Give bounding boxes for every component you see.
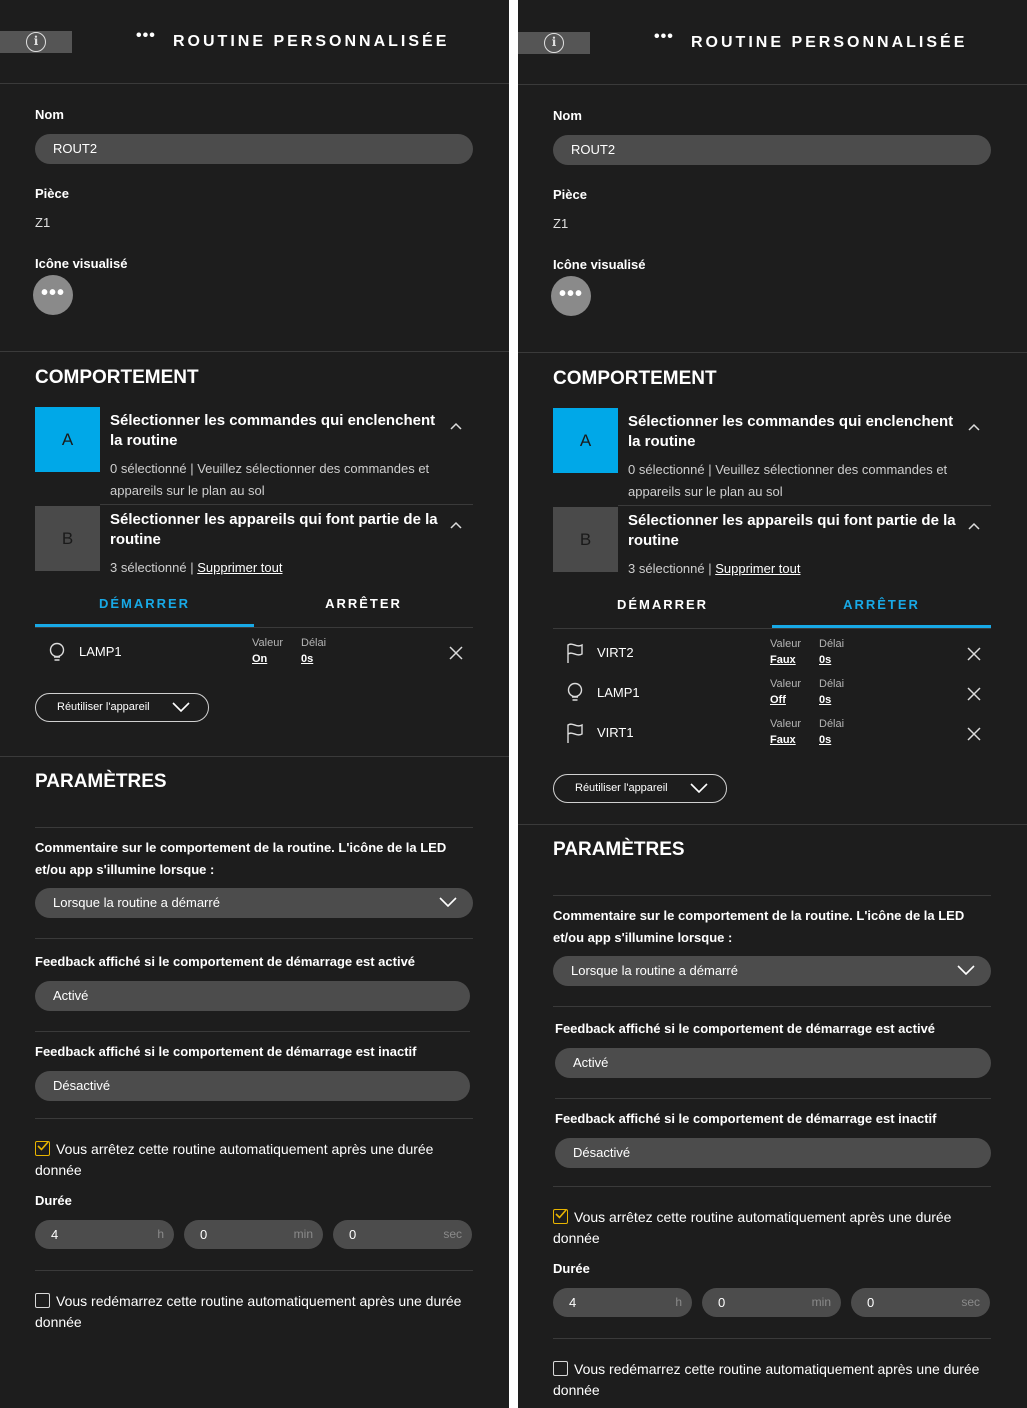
bulb-icon — [47, 642, 67, 664]
step-a-tile: A — [553, 408, 618, 473]
info-button[interactable] — [518, 32, 590, 54]
delete-all-link[interactable]: Supprimer tout — [715, 561, 801, 576]
device-value[interactable]: Faux — [770, 734, 796, 746]
divider — [553, 1338, 991, 1339]
params-title: PARAMÈTRES — [553, 839, 685, 860]
device-value[interactable]: Off — [770, 694, 786, 706]
step-a-desc: 0 sélectionné | Veuillez sélectionner des commandes et appareils sur le plan au sol — [628, 462, 948, 499]
led-trigger-select[interactable]: Lorsque la routine a démarré — [553, 956, 991, 986]
value-label: Valeur — [252, 637, 283, 649]
close-icon[interactable] — [966, 646, 982, 662]
divider — [35, 938, 473, 939]
divider — [553, 1006, 991, 1007]
step-b-tile: B — [35, 506, 100, 571]
page-title: ROUTINE PERSONNALISÉE — [173, 33, 450, 50]
chevron-down-icon — [439, 897, 457, 907]
step-a-desc: 0 sélectionné | Veuillez sélectionner des commandes et appareils sur le plan au sol — [110, 461, 430, 498]
feedback-inactive-label: Feedback affiché si le comportement de démarrage est inactif — [35, 1044, 417, 1059]
delay-label: Délai — [819, 718, 845, 730]
delete-all-link[interactable]: Supprimer tout — [197, 560, 283, 575]
divider — [35, 1031, 470, 1032]
chevron-down-icon — [690, 783, 708, 793]
feedback-active-field[interactable]: Activé — [35, 981, 470, 1011]
value-label: Valeur — [770, 678, 801, 690]
more-icon[interactable]: ••• — [136, 27, 156, 44]
duration-minutes-input[interactable]: 0 min — [184, 1220, 323, 1249]
divider — [553, 895, 991, 896]
chevron-up-icon[interactable] — [449, 519, 463, 533]
chevron-down-icon — [172, 702, 190, 712]
value-label: Valeur — [770, 638, 801, 650]
reuse-device-button[interactable]: Réutiliser l'appareil — [35, 693, 209, 722]
feedback-active-field[interactable]: Activé — [555, 1048, 991, 1078]
duration-label: Durée — [35, 1193, 72, 1208]
page-title: ROUTINE PERSONNALISÉE — [691, 34, 968, 51]
tab-start[interactable]: DÉMARRER — [35, 593, 254, 627]
comment-label: Commentaire sur le comportement de la routine. L'icône de la LED et/ou app s'illumine lorsque : — [35, 840, 447, 877]
auto-stop-row[interactable]: Vous arrêtez cette routine automatiquement après une durée donnée — [35, 1141, 434, 1178]
divider — [35, 827, 473, 828]
device-delay[interactable]: 0s — [819, 654, 832, 666]
step-b-desc: 3 sélectionné | Supprimer tout — [110, 560, 283, 575]
feedback-inactive-field[interactable]: Désactivé — [35, 1071, 470, 1101]
step-b-title[interactable]: Sélectionner les appareils qui font partie de la routine — [628, 512, 956, 549]
device-name: LAMP1 — [79, 644, 122, 659]
led-trigger-select[interactable]: Lorsque la routine a démarré — [35, 888, 473, 918]
close-icon[interactable] — [966, 726, 982, 742]
icon-label: Icône visualisé — [35, 256, 128, 271]
device-value[interactable]: On — [252, 653, 268, 665]
step-a-tile: A — [35, 407, 100, 472]
chevron-up-icon[interactable] — [967, 421, 981, 435]
feedback-active-label: Feedback affiché si le comportement de démarrage est activé — [35, 954, 416, 969]
duration-seconds-input[interactable]: 0 sec — [851, 1288, 990, 1317]
name-field[interactable]: ROUT2 — [553, 135, 991, 165]
divider — [0, 351, 509, 352]
chevron-up-icon[interactable] — [967, 520, 981, 534]
close-icon[interactable] — [448, 645, 464, 661]
duration-label: Durée — [553, 1261, 590, 1276]
flag-icon — [565, 722, 585, 744]
room-value: Z1 — [35, 215, 51, 230]
auto-restart-checkbox[interactable] — [553, 1361, 568, 1376]
auto-stop-row[interactable]: Vous arrêtez cette routine automatiquement après une durée donnée — [553, 1209, 952, 1246]
info-button[interactable] — [0, 31, 72, 53]
room-label: Pièce — [35, 186, 69, 201]
auto-restart-row[interactable]: Vous redémarrez cette routine automatiquement après une durée donnée — [35, 1293, 462, 1330]
name-label: Nom — [35, 107, 64, 122]
step-a-title[interactable]: Sélectionner les commandes qui enclenchent la routine — [110, 412, 436, 449]
feedback-inactive-field[interactable]: Désactivé — [555, 1138, 991, 1168]
divider — [35, 1118, 473, 1119]
room-label: Pièce — [553, 187, 587, 202]
name-field[interactable]: ROUT2 — [35, 134, 473, 164]
divider — [555, 1098, 991, 1099]
device-name: VIRT1 — [597, 725, 634, 740]
duration-seconds-input[interactable]: 0 sec — [333, 1220, 472, 1249]
duration-minutes-input[interactable]: 0 min — [702, 1288, 841, 1317]
room-value: Z1 — [553, 216, 569, 231]
routine-icon-picker[interactable]: ••• — [33, 275, 73, 315]
flag-icon — [565, 642, 585, 664]
divider — [518, 824, 1027, 825]
routine-icon-picker[interactable]: ••• — [551, 276, 591, 316]
tab-stop[interactable]: ARRÊTER — [325, 596, 402, 611]
tab-stop[interactable]: ARRÊTER — [772, 594, 991, 628]
auto-stop-checkbox[interactable] — [35, 1141, 50, 1156]
chevron-up-icon[interactable] — [449, 420, 463, 434]
device-name: VIRT2 — [597, 645, 634, 660]
chevron-down-icon — [957, 965, 975, 975]
routine-panel-stop — [518, 0, 1027, 1408]
divider — [35, 1270, 473, 1271]
device-delay[interactable]: 0s — [819, 734, 832, 746]
divider — [553, 1186, 991, 1187]
step-b-title[interactable]: Sélectionner les appareils qui font partie de la routine — [110, 511, 438, 548]
check-icon — [37, 1140, 49, 1152]
behavior-title: COMPORTEMENT — [35, 367, 199, 388]
divider — [518, 352, 1027, 353]
params-title: PARAMÈTRES — [35, 771, 167, 792]
info-icon: i — [26, 32, 46, 52]
tab-start[interactable]: DÉMARRER — [616, 597, 709, 612]
device-delay[interactable]: 0s — [301, 653, 314, 665]
bulb-icon — [565, 682, 585, 704]
step-a-title[interactable]: Sélectionner les commandes qui enclenchent la routine — [628, 413, 954, 450]
check-icon — [555, 1208, 567, 1220]
divider — [100, 504, 473, 505]
device-delay[interactable]: 0s — [819, 694, 832, 706]
info-icon: i — [544, 33, 564, 53]
duration-hours-input[interactable]: 4 h — [553, 1288, 692, 1317]
duration-hours-input[interactable]: 4 h — [35, 1220, 174, 1249]
feedback-active-label: Feedback affiché si le comportement de démarrage est activé — [555, 1021, 936, 1036]
step-b-desc: 3 sélectionné | Supprimer tout — [628, 561, 801, 576]
behavior-title: COMPORTEMENT — [553, 368, 717, 389]
device-name: LAMP1 — [597, 685, 640, 700]
auto-restart-checkbox[interactable] — [35, 1293, 50, 1308]
step-b-tile: B — [553, 507, 618, 572]
device-value[interactable]: Faux — [770, 654, 796, 666]
routine-panel-start — [0, 0, 509, 1408]
close-icon[interactable] — [966, 686, 982, 702]
reuse-device-button[interactable]: Réutiliser l'appareil — [553, 774, 727, 803]
divider — [0, 756, 509, 757]
tab-divider — [553, 628, 991, 629]
value-label: Valeur — [770, 718, 801, 730]
more-icon[interactable]: ••• — [654, 28, 674, 45]
auto-restart-row[interactable]: Vous redémarrez cette routine automatiquement après une durée donnée — [553, 1361, 980, 1398]
feedback-inactive-label: Feedback affiché si le comportement de démarrage est inactif — [555, 1111, 937, 1126]
name-label: Nom — [553, 108, 582, 123]
icon-label: Icône visualisé — [553, 257, 646, 272]
divider — [618, 505, 991, 506]
tab-divider — [35, 627, 473, 628]
delay-label: Délai — [301, 637, 327, 649]
delay-label: Délai — [819, 638, 845, 650]
comment-label: Commentaire sur le comportement de la routine. L'icône de la LED et/ou app s'illumine lorsque : — [553, 908, 965, 945]
delay-label: Délai — [819, 678, 845, 690]
auto-stop-checkbox[interactable] — [553, 1209, 568, 1224]
